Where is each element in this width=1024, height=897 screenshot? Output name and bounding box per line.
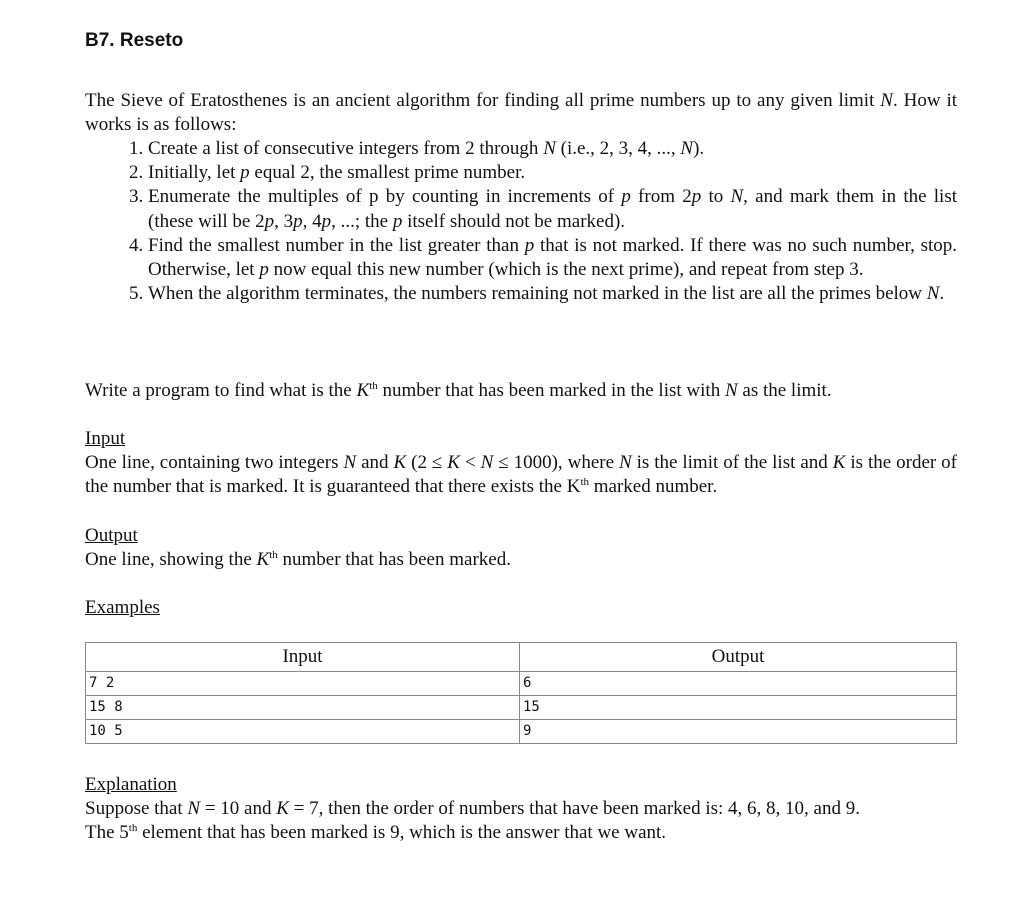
table-row xyxy=(86,696,957,720)
step-3: 3. Enumerate the multiples of p by counting in increments of p from 2p to N, and mark them in the list (these will be 2p, 3p, 4p, ...; the p itself should not be marked). xyxy=(148,185,957,233)
task-statement: Write a program to find what is the $K^{th}$ number that has been marked in the list with N as the limit. xyxy=(85,380,832,401)
explanation-section xyxy=(85,773,957,846)
column-header-input: Input xyxy=(86,643,520,672)
algorithm-steps xyxy=(85,137,957,306)
explanation-line-1: Suppose that N = 10 and K = 7, then the order of numbers that have been marked is: 4, 6, 8, 10, and 9. xyxy=(85,798,860,820)
table-row xyxy=(86,720,957,744)
step-4: 4. Find the smallest number in the list greater than p that is not marked. If there was no such number, stop. Otherwise, let p now equal this new number (which is the next prime), and repeat from step 3. xyxy=(148,234,957,282)
problem-title: B7. Reseto xyxy=(85,30,184,51)
step-2: 2. Initially, let p equal 2, the smallest prime number. xyxy=(148,161,957,185)
example-output: 6 xyxy=(520,672,957,696)
column-header-output: Output xyxy=(520,643,957,672)
intro-paragraph: The Sieve of Eratosthenes is an ancient algorithm for finding all prime numbers up to any given limit N. How it works is as follows: xyxy=(85,90,958,136)
step-5: 5. When the algorithm terminates, the numbers remaining not marked in the list are all the primes below N. xyxy=(148,282,957,306)
explanation-line-2: The 5th element that has been marked is 9, which is the answer that we want. xyxy=(85,822,667,844)
examples-heading: Examples xyxy=(85,597,160,618)
table-row xyxy=(86,672,957,696)
example-input: 10 5 xyxy=(86,720,520,744)
input-description: One line, containing two integers N and K (2 ≤ K < N ≤ 1000), where N is the limit of the list and K is the order of the number that is marked. It is guaranteed that there exists the $K^{th}$ marked number. xyxy=(85,452,957,498)
output-heading: Output xyxy=(85,525,138,546)
output-section xyxy=(85,524,957,572)
input-heading: Input xyxy=(85,428,126,449)
explanation-heading: Explanation xyxy=(85,774,177,795)
input-section xyxy=(85,427,957,500)
output-description: One line, showing the $K^{th}$ number that has been marked. xyxy=(85,549,511,571)
step-1: 1. Create a list of consecutive integers from 2 through N (i.e., 2, 3, 4, ..., N). xyxy=(148,137,957,161)
examples-table xyxy=(85,642,957,744)
example-input: 7 2 xyxy=(86,672,520,696)
example-input: 15 8 xyxy=(86,696,520,720)
example-output: 9 xyxy=(520,720,957,744)
example-output: 15 xyxy=(520,696,957,720)
